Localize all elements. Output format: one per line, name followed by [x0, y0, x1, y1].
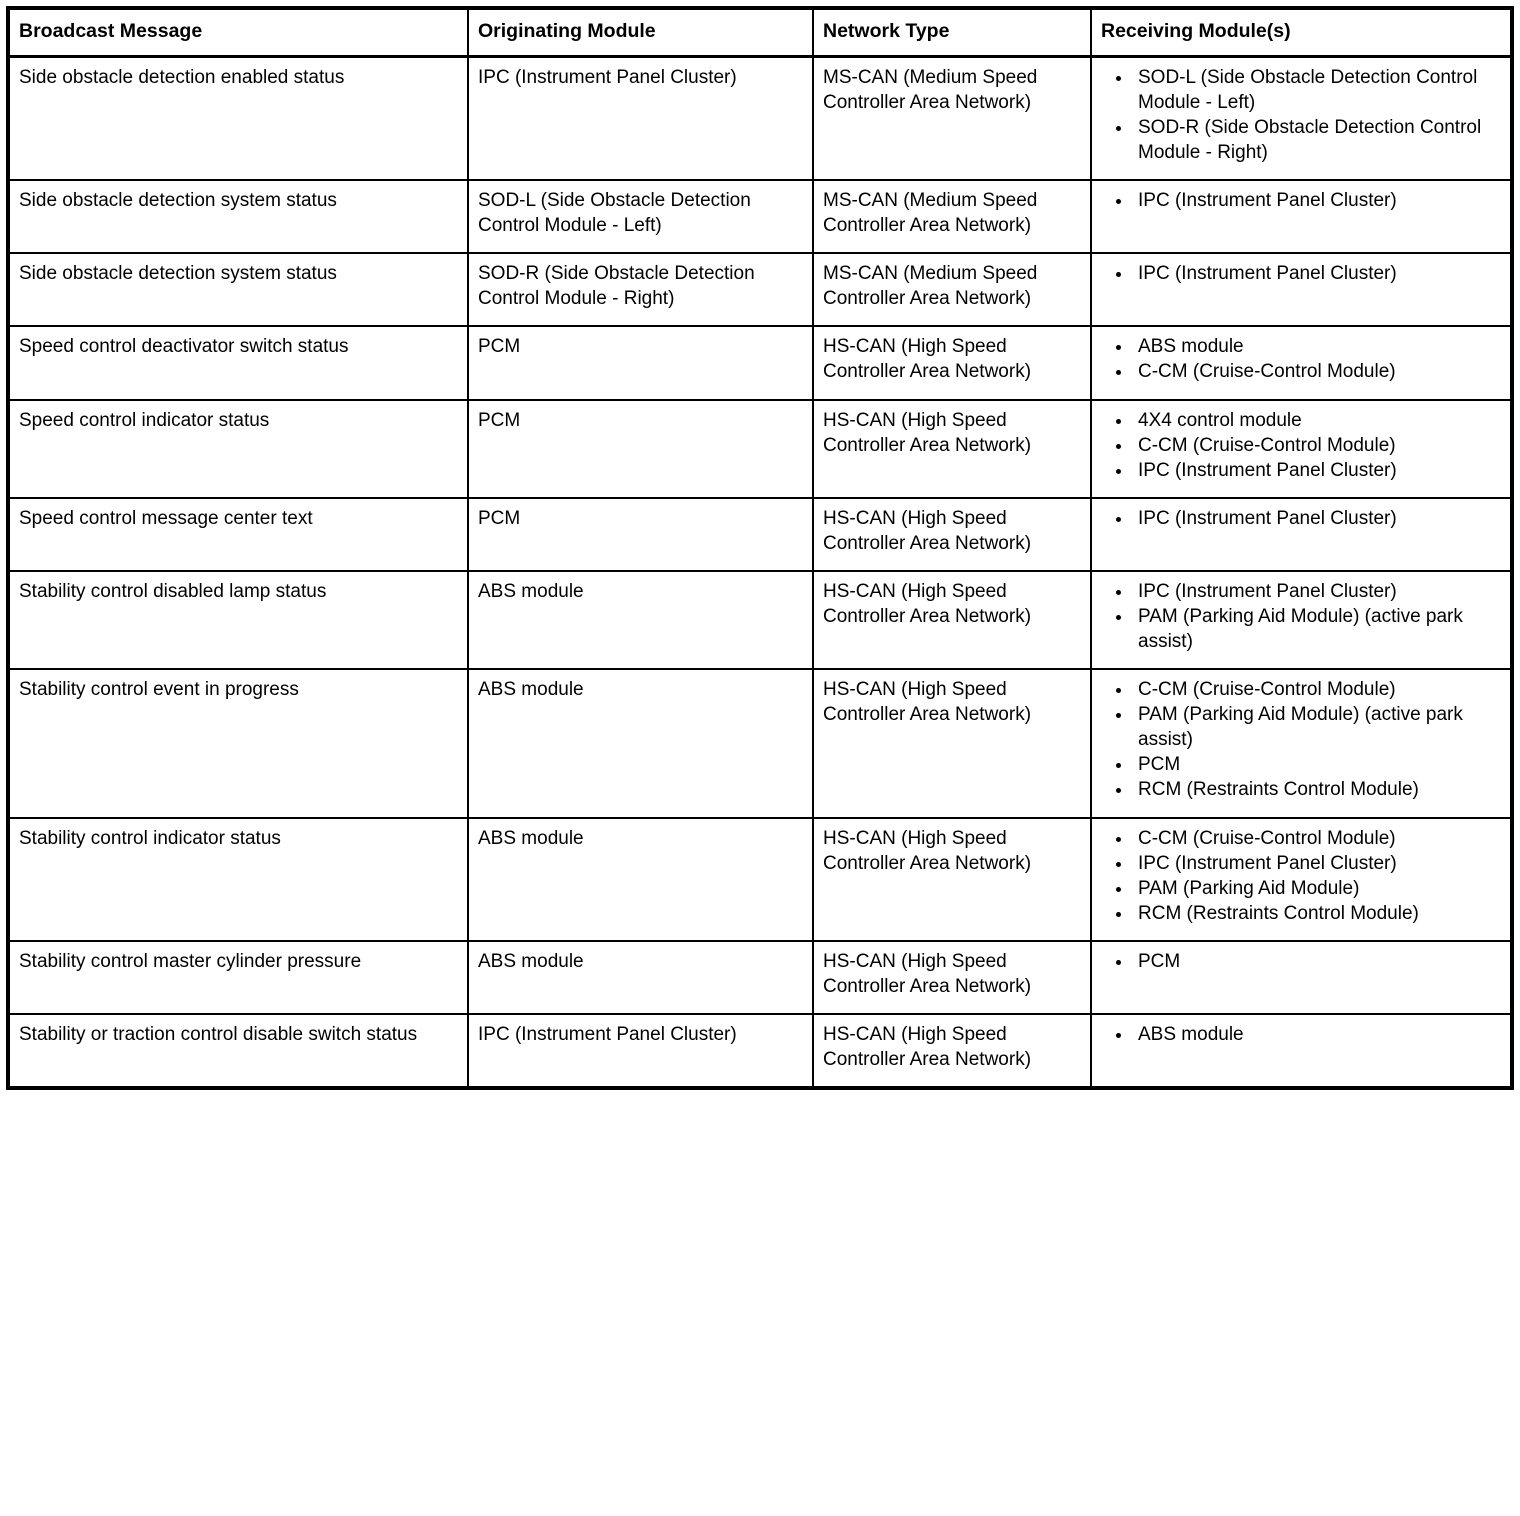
broadcast-message-cell: Stability or traction control disable switch status: [8, 1014, 468, 1088]
receiving-module-item: • PCM: [1133, 949, 1501, 974]
originating-module-cell: SOD-L (Side Obstacle Detection Control Module - Left): [468, 180, 813, 253]
table-row: [8, 400, 1512, 498]
receiving-modules-cell: [1091, 1014, 1512, 1088]
receiving-modules-list: [1101, 408, 1501, 483]
receiving-modules-cell: [1091, 498, 1512, 571]
receiving-modules-list: [1101, 1022, 1501, 1047]
broadcast-message-cell: Side obstacle detection system status: [8, 253, 468, 326]
broadcast-message-cell: Stability control indicator status: [8, 818, 468, 941]
receiving-modules-cell: [1091, 56, 1512, 180]
receiving-module-item: • C-CM (Cruise-Control Module): [1133, 433, 1501, 458]
broadcast-message-cell: Speed control indicator status: [8, 400, 468, 498]
receiving-modules-cell: [1091, 669, 1512, 817]
broadcast-message-cell: Stability control event in progress: [8, 669, 468, 817]
network-type-cell: HS-CAN (High Speed Controller Area Network): [813, 400, 1091, 498]
network-type-cell: MS-CAN (Medium Speed Controller Area Network): [813, 56, 1091, 180]
header-receiving-modules: Receiving Module(s): [1091, 8, 1512, 56]
broadcast-message-cell: Stability control master cylinder pressure: [8, 941, 468, 1014]
receiving-modules-list: [1101, 261, 1501, 286]
table-row: [8, 326, 1512, 399]
receiving-module-item: • PCM: [1133, 752, 1501, 777]
receiving-module-item: • C-CM (Cruise-Control Module): [1133, 677, 1501, 702]
broadcast-message-cell: Stability control disabled lamp status: [8, 571, 468, 669]
originating-module-cell: PCM: [468, 400, 813, 498]
receiving-module-item: • PAM (Parking Aid Module) (active park assist): [1133, 702, 1501, 752]
receiving-modules-list: [1101, 334, 1501, 384]
receiving-module-item: • SOD-L (Side Obstacle Detection Control Module - Left): [1133, 65, 1501, 115]
receiving-modules-cell: [1091, 818, 1512, 941]
receiving-module-item: • ABS module: [1133, 334, 1501, 359]
table-body: [8, 56, 1512, 1088]
table-row: [8, 56, 1512, 180]
broadcast-message-cell: Speed control message center text: [8, 498, 468, 571]
receiving-modules-list: [1101, 506, 1501, 531]
receiving-module-item: • IPC (Instrument Panel Cluster): [1133, 579, 1501, 604]
network-type-cell: HS-CAN (High Speed Controller Area Network): [813, 941, 1091, 1014]
receiving-modules-list: [1101, 65, 1501, 165]
table-row: [8, 1014, 1512, 1088]
table-header-row: [8, 8, 1512, 56]
network-type-cell: MS-CAN (Medium Speed Controller Area Network): [813, 180, 1091, 253]
receiving-module-item: • IPC (Instrument Panel Cluster): [1133, 851, 1501, 876]
network-type-cell: HS-CAN (High Speed Controller Area Network): [813, 571, 1091, 669]
receiving-module-item: • C-CM (Cruise-Control Module): [1133, 359, 1501, 384]
header-broadcast-message: Broadcast Message: [8, 8, 468, 56]
table-row: [8, 498, 1512, 571]
broadcast-message-cell: Speed control deactivator switch status: [8, 326, 468, 399]
receiving-module-item: • IPC (Instrument Panel Cluster): [1133, 188, 1501, 213]
originating-module-cell: PCM: [468, 326, 813, 399]
receiving-module-item: • PAM (Parking Aid Module): [1133, 876, 1501, 901]
broadcast-message-cell: Side obstacle detection enabled status: [8, 56, 468, 180]
receiving-module-item: • PAM (Parking Aid Module) (active park assist): [1133, 604, 1501, 654]
receiving-module-item: • IPC (Instrument Panel Cluster): [1133, 506, 1501, 531]
receiving-module-item: • IPC (Instrument Panel Cluster): [1133, 458, 1501, 483]
table-row: [8, 571, 1512, 669]
receiving-modules-cell: [1091, 253, 1512, 326]
receiving-module-item: • C-CM (Cruise-Control Module): [1133, 826, 1501, 851]
receiving-module-item: • RCM (Restraints Control Module): [1133, 901, 1501, 926]
broadcast-message-cell: Side obstacle detection system status: [8, 180, 468, 253]
receiving-modules-list: [1101, 949, 1501, 974]
receiving-module-item: • RCM (Restraints Control Module): [1133, 777, 1501, 802]
receiving-modules-cell: [1091, 326, 1512, 399]
originating-module-cell: PCM: [468, 498, 813, 571]
network-type-cell: HS-CAN (High Speed Controller Area Network): [813, 1014, 1091, 1088]
receiving-module-item: • ABS module: [1133, 1022, 1501, 1047]
originating-module-cell: ABS module: [468, 571, 813, 669]
header-originating-module: Originating Module: [468, 8, 813, 56]
table-row: [8, 669, 1512, 817]
table-row: [8, 253, 1512, 326]
originating-module-cell: ABS module: [468, 941, 813, 1014]
originating-module-cell: ABS module: [468, 818, 813, 941]
network-type-cell: HS-CAN (High Speed Controller Area Network): [813, 326, 1091, 399]
receiving-module-item: • SOD-R (Side Obstacle Detection Control Module - Right): [1133, 115, 1501, 165]
receiving-modules-cell: [1091, 571, 1512, 669]
receiving-modules-list: [1101, 579, 1501, 654]
receiving-module-item: • IPC (Instrument Panel Cluster): [1133, 261, 1501, 286]
receiving-modules-list: [1101, 188, 1501, 213]
header-network-type: Network Type: [813, 8, 1091, 56]
receiving-modules-cell: [1091, 180, 1512, 253]
table-row: [8, 941, 1512, 1014]
receiving-modules-cell: [1091, 400, 1512, 498]
network-type-cell: HS-CAN (High Speed Controller Area Network): [813, 669, 1091, 817]
network-type-cell: MS-CAN (Medium Speed Controller Area Network): [813, 253, 1091, 326]
receiving-modules-list: [1101, 677, 1501, 802]
network-type-cell: HS-CAN (High Speed Controller Area Network): [813, 498, 1091, 571]
receiving-modules-list: [1101, 826, 1501, 926]
originating-module-cell: IPC (Instrument Panel Cluster): [468, 1014, 813, 1088]
broadcast-message-table: [6, 6, 1514, 1090]
originating-module-cell: SOD-R (Side Obstacle Detection Control Module - Right): [468, 253, 813, 326]
originating-module-cell: ABS module: [468, 669, 813, 817]
originating-module-cell: IPC (Instrument Panel Cluster): [468, 56, 813, 180]
network-type-cell: HS-CAN (High Speed Controller Area Network): [813, 818, 1091, 941]
receiving-module-item: • 4X4 control module: [1133, 408, 1501, 433]
table-row: [8, 818, 1512, 941]
table-row: [8, 180, 1512, 253]
receiving-modules-cell: [1091, 941, 1512, 1014]
